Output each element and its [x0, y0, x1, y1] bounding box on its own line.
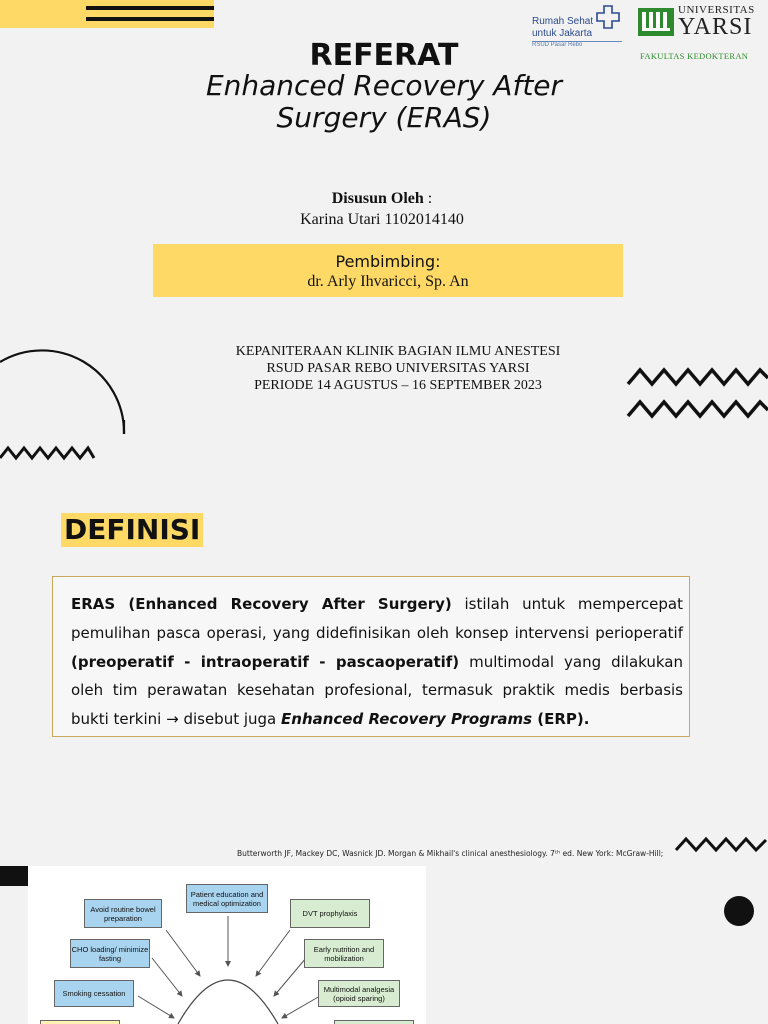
diagram-box: Multimodal analgesia (opioid sparing) — [318, 980, 400, 1007]
definition-phases: (preoperatif - intraoperatif - pascaoperatif) — [71, 652, 460, 671]
university-logo-line3: FAKULTAS KEDOKTERAN — [640, 51, 749, 61]
definition-term: ERAS (Enhanced Recovery After Surgery) — [71, 595, 452, 613]
zigzag-decoration — [674, 832, 768, 858]
author-block — [0, 188, 764, 230]
diagram-box: Smoking cessation — [54, 980, 134, 1007]
zigzag-decoration-double — [626, 362, 768, 424]
cross-logo-icon — [594, 4, 622, 30]
definition-text — [71, 590, 683, 734]
black-tab-decoration — [0, 866, 28, 886]
diagram-box: DVT prophylaxis — [290, 899, 370, 928]
accent-line — [86, 6, 214, 10]
author-name: Karina Utari 1102014140 — [300, 211, 464, 228]
university-emblem-icon — [638, 8, 674, 36]
university-logo-line1: UNIVERSITAS — [678, 4, 755, 16]
supervisor-box — [153, 244, 623, 297]
diagram-box: Avoid routine bowel preparation — [84, 899, 162, 928]
diagram-box: Early nutrition and mobilization — [304, 939, 384, 968]
definition-text-part: multimodal yang dilakukan oleh tim perawatan kesehatan profesional, termasuk praktik medis berbasis bukti terkini → disebut juga — [71, 652, 684, 729]
hospital-logo-line1: Rumah Sehat — [532, 16, 594, 27]
program-line: PERIODE 14 AGUSTUS – 16 SEPTEMBER 2023 — [254, 378, 542, 393]
definition-text-part: istilah untuk mempercepat pemulihan pasca operasi, yang didefinisikan oleh konsep intervensi perioperatif — [71, 595, 684, 642]
diagram-box-partial — [40, 1020, 120, 1024]
reference-citation: Butterworth JF, Mackey DC, Wasnick JD. Morgan & Mikhail's clinical anesthesiology. 7ᵗʰ ed. New York: McGraw-Hill; — [237, 849, 664, 858]
diagram-box: CHO loading/ minimize fasting — [70, 939, 150, 968]
definition-alias: Enhanced Recovery Programs — [281, 710, 533, 729]
hospital-logo-line3: RSUD Pasar Rebo — [532, 42, 583, 48]
author-colon: : — [423, 190, 433, 207]
accent-line — [86, 17, 214, 21]
supervisor-name: dr. Arly Ihvaricci, Sp. An — [307, 273, 469, 290]
dot-decoration — [724, 896, 754, 926]
diagram-box: Patient education and medical optimization — [186, 884, 268, 913]
program-line: RSUD PASAR REBO UNIVERSITAS YARSI — [266, 361, 530, 376]
definition-box — [52, 576, 690, 737]
eras-diagram — [28, 866, 426, 1024]
document-title: REFERAT — [309, 38, 459, 73]
section-heading: DEFINISI — [61, 513, 203, 547]
author-label: Disusun Oleh — [331, 190, 424, 207]
program-line: KEPANITERAAN KLINIK BAGIAN ILMU ANESTESI — [235, 344, 561, 359]
top-accent-bar — [0, 0, 214, 28]
hospital-logo-line2: untuk Jakarta — [532, 28, 593, 39]
definition-abbrev: (ERP). — [532, 710, 590, 729]
diagram-box-partial — [334, 1020, 414, 1024]
zigzag-decoration — [0, 440, 96, 464]
document-subtitle: Enhanced Recovery After Surgery (ERAS) — [205, 69, 563, 134]
university-logo-line2: YARSI — [678, 14, 753, 40]
supervisor-label: Pembimbing: — [335, 252, 441, 271]
